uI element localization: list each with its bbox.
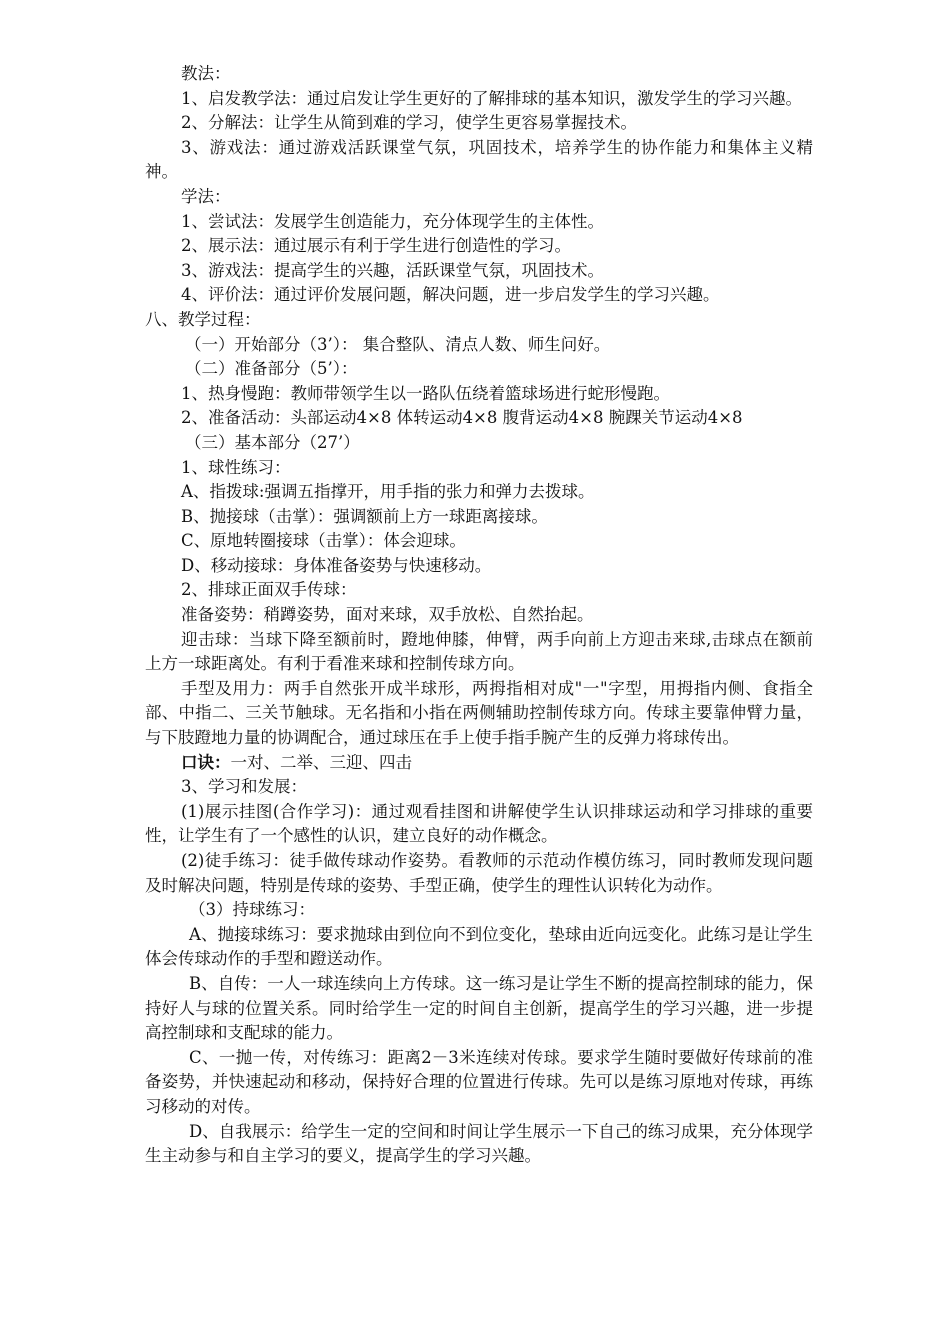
learning-method-item: 2、展示法：通过展示有利于学生进行创造性的学习。 xyxy=(181,236,571,256)
start-part: （一）开始部分（3’）： 集合整队、清点人数、师生问好。 xyxy=(185,334,611,354)
development-heading: 3、学习和发展： xyxy=(181,777,307,797)
teaching-method-item: 2、分解法：让学生从简到难的学习，使学生更容易掌握技术。 xyxy=(181,113,637,133)
development-item: (2)徒手练习：徒手做传球动作姿势。看教师的示范动作模仿练习，同时教师发现问题及时解决问题，特别是传球的姿势、手型正确，使学生的理性认识转化为动作。 xyxy=(145,851,813,895)
prep-item: 2、准备活动：头部运动4×8 体转运动4×8 腹背运动4×8 腕踝关节运动4×8 xyxy=(181,408,743,428)
ball-feel-item: D、移动接球：身体准备姿势与快速移动。 xyxy=(181,555,492,575)
ball-practice-item: A、抛接球练习：要求抛球由到位向不到位变化，垫球由近向远变化。此练习是让学生体会传球动作的手型和蹬送动作。 xyxy=(145,924,813,969)
pass-item: 迎击球：当球下降至额前时，蹬地伸膝，伸臂，两手向前上方迎击来球,击球点在额前上方一球距离处。有利于看准来球和控制传球方向。 xyxy=(145,629,813,674)
ball-practice-heading: （3）持球练习： xyxy=(189,900,315,920)
section-heading-process: 八、教学过程： xyxy=(145,309,261,329)
learning-method-item: 1、尝试法：发展学生创造能力，充分体现学生的主体性。 xyxy=(181,211,604,231)
ball-practice-item: D、自我展示：给学生一定的空间和时间让学生展示一下自己的练习成果，充分体现学生主动参与和自主学习的要义，提高学生的学习兴趣。 xyxy=(145,1121,813,1166)
ball-feel-item: A、指拨球:强调五指撑开，用手指的张力和弹力去拨球。 xyxy=(181,482,595,502)
prep-item: 1、热身慢跑：教师带领学生以一路队伍绕着篮球场进行蛇形慢跑。 xyxy=(181,383,670,403)
teaching-method-item: 3、游戏法：通过游戏活跃课堂气氛，巩固技术，培养学生的协作能力和集体主义精神。 xyxy=(145,137,813,182)
mnemonic xyxy=(145,751,813,776)
learning-methods-heading: 学法： xyxy=(181,186,231,206)
ball-feel-heading: 1、球性练习： xyxy=(181,457,291,477)
ball-feel-item: B、抛接球（击掌）：强调额前上方一球距离接球。 xyxy=(181,506,548,526)
mnemonic-label: 口诀： xyxy=(181,752,231,772)
basic-part-heading: （三）基本部分（27’） xyxy=(185,432,360,452)
teaching-method-item: 1、启发教学法：通过启发让学生更好的了解排球的基本知识，激发学生的学习兴趣。 xyxy=(181,88,802,108)
learning-method-item: 4、评价法：通过评价发展问题，解决问题，进一步启发学生的学习兴趣。 xyxy=(181,285,720,305)
pass-item: 手型及用力：两手自然张开成半球形，两拇指相对成"一"字型，用拇指内侧、食指全部、中指二、三关节触球。无名指和小指在两侧辅助控制传球方向。传球主要靠伸臂力量，与下肢蹬地力量的协调配合，通过球压在手上使手指手腕产生的反弹力将球传出。 xyxy=(145,678,813,748)
ball-feel-item: C、原地转圈接球（击掌）：体会迎球。 xyxy=(181,531,466,551)
prep-part-heading: （二）准备部分（5’）： xyxy=(185,359,358,379)
development-item: (1)展示挂图(合作学习)：通过观看挂图和讲解使学生认识排球运动和学习排球的重要性，让学生有了一个感性的认识，建立良好的动作概念。 xyxy=(145,801,813,846)
pass-heading: 2、排球正面双手传球： xyxy=(181,580,357,600)
pass-item: 准备姿势：稍蹲姿势，面对来球，双手放松、自然抬起。 xyxy=(181,605,594,625)
mnemonic-text: 一对、二举、三迎、四击 xyxy=(230,752,412,772)
learning-method-item: 3、游戏法：提高学生的兴趣，活跃课堂气氛，巩固技术。 xyxy=(181,260,604,280)
ball-practice-item: C、一抛一传，对传练习：距离2－3米连续对传球。要求学生随时要做好传球前的准备姿势，并快速起动和移动，保持好合理的位置进行传球。先可以是练习原地对传球，再练习移动的对传。 xyxy=(145,1047,813,1116)
ball-practice-item: B、自传：一人一球连续向上方传球。这一练习是让学生不断的提高控制球的能力，保持好人与球的位置关系。同时给学生一定的时间自主创新，提高学生的学习兴趣，进一步提高控制球和支配球的能力。 xyxy=(145,973,813,1043)
document-page xyxy=(145,62,813,1169)
teaching-methods-heading: 教法： xyxy=(181,64,231,83)
